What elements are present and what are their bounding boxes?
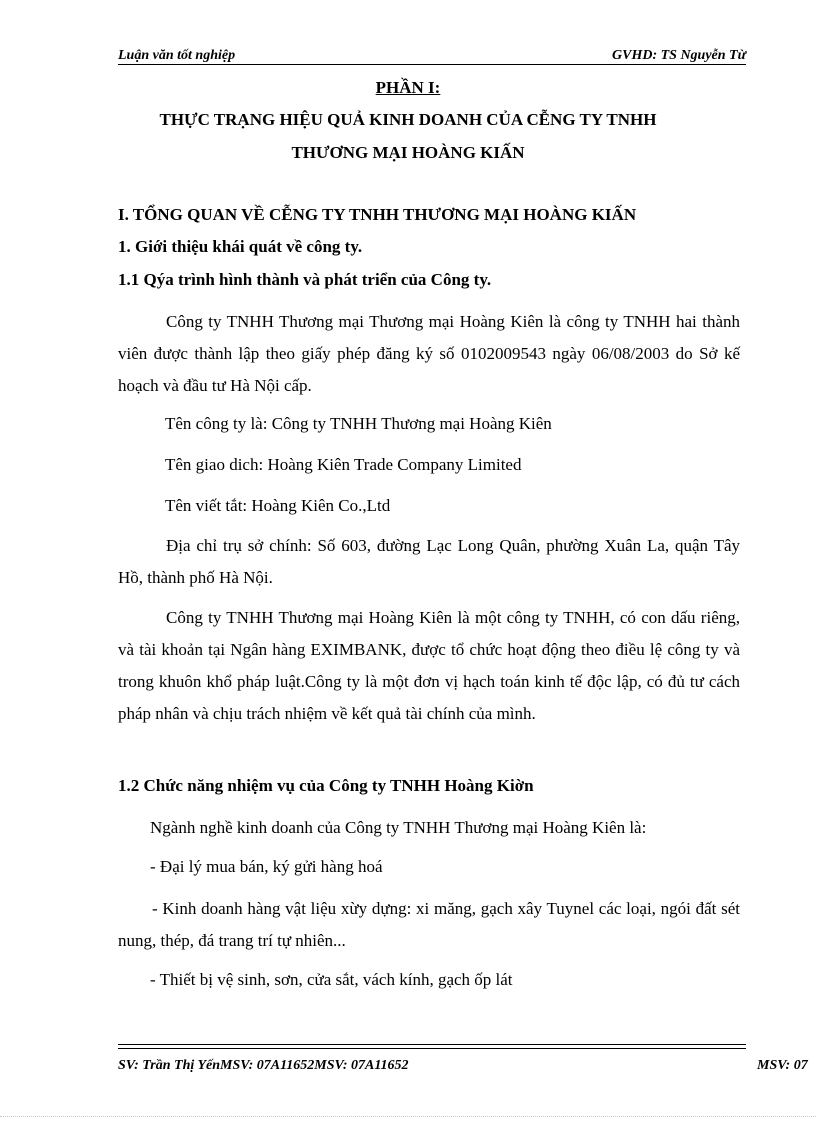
company-name-line: Tên công ty là: Công ty TNHH Thương mại Hoàng Kiên bbox=[165, 414, 552, 433]
chapter-title-line2: THƯƠNG MẠI HOÀNG KIẤN bbox=[291, 143, 525, 162]
footer-left: SV: Trần Thị YếnMSV: 07A11652MSV: 07A11652 bbox=[118, 1058, 409, 1073]
abbreviation-line: Tên viết tắt: Hoàng Kiên Co.,Ltd bbox=[165, 496, 391, 515]
trade-name-line: Tên giao dich: Hoàng Kiên Trade Company Limited bbox=[165, 455, 522, 474]
subsection-heading-intro: 1. Giới thiệu khái quát về công ty. bbox=[118, 237, 363, 256]
subsection-heading-functions: 1.2 Chức năng nhiệm vụ của Công ty TNHH Hoàng Kiờn bbox=[118, 776, 534, 795]
subsection-heading-history: 1.1 Qýa trình hình thành và phát triển của Công ty. bbox=[118, 270, 492, 289]
paragraph-legal-status: Công ty TNHH Thương mại Hoàng Kiên là một công ty TNHH, có con dấu riêng, và tài khoản tại Ngân hàng EXIMBANK, được tổ chức hoạt động theo điều lệ công ty và trong khuôn khổ pháp luật.Công ty là một đơn vị hạch toán kinh tế độc lập, có đủ tư cách pháp nhân và chịu trách nhiệm về kết quả tài chính của mình. bbox=[118, 608, 740, 723]
section-heading-overview: I. TỔNG QUAN VỀ CỄNG TY TNHH THƯƠNG MẠI HOÀNG KIẤN bbox=[118, 205, 637, 224]
page-header bbox=[118, 48, 746, 65]
page-edge-dotted-line bbox=[0, 1116, 816, 1117]
footer-right: MSV: 07 bbox=[757, 1058, 808, 1073]
part-title: PHẦN I: bbox=[375, 78, 441, 97]
bullet-construction-materials: - Kinh doanh hàng vật liệu xừy dựng: xi măng, gạch xây Tuynel các loại, ngói đất sét nung, thép, đá trang trí tự nhiên... bbox=[118, 899, 740, 950]
header-right: GVHD: TS Nguyễn Từ bbox=[612, 48, 746, 63]
footer-rule-double bbox=[118, 1048, 746, 1049]
business-lines-intro: Ngành nghề kinh doanh của Công ty TNHH Thương mại Hoàng Kiên là: bbox=[150, 818, 647, 837]
paragraph-establishment: Công ty TNHH Thương mại Thương mại Hoàng Kiên là công ty TNHH hai thành viên được thành lập theo giấy phép đăng ký số 0102009543 ngày 06/08/2003 do Sở kế hoạch và đầu tư Hà Nội cấp. bbox=[118, 312, 740, 395]
header-left: Luận văn tốt nghiệp bbox=[118, 48, 236, 63]
bullet-agency: - Đại lý mua bán, ký gửi hàng hoá bbox=[150, 857, 383, 876]
footer-rule bbox=[118, 1044, 746, 1045]
paragraph-address: Địa chỉ trụ sở chính: Số 603, đường Lạc Long Quân, phường Xuân La, quận Tây Hồ, thành phố Hà Nội. bbox=[118, 536, 740, 587]
bullet-sanitary-equipment: - Thiết bị vệ sinh, sơn, cửa sắt, vách kính, gạch ốp lát bbox=[150, 970, 513, 989]
chapter-title-line1: THỰC TRẠNG HIỆU QUẢ KINH DOANH CỦA CỄNG TY TNHH bbox=[159, 110, 657, 129]
